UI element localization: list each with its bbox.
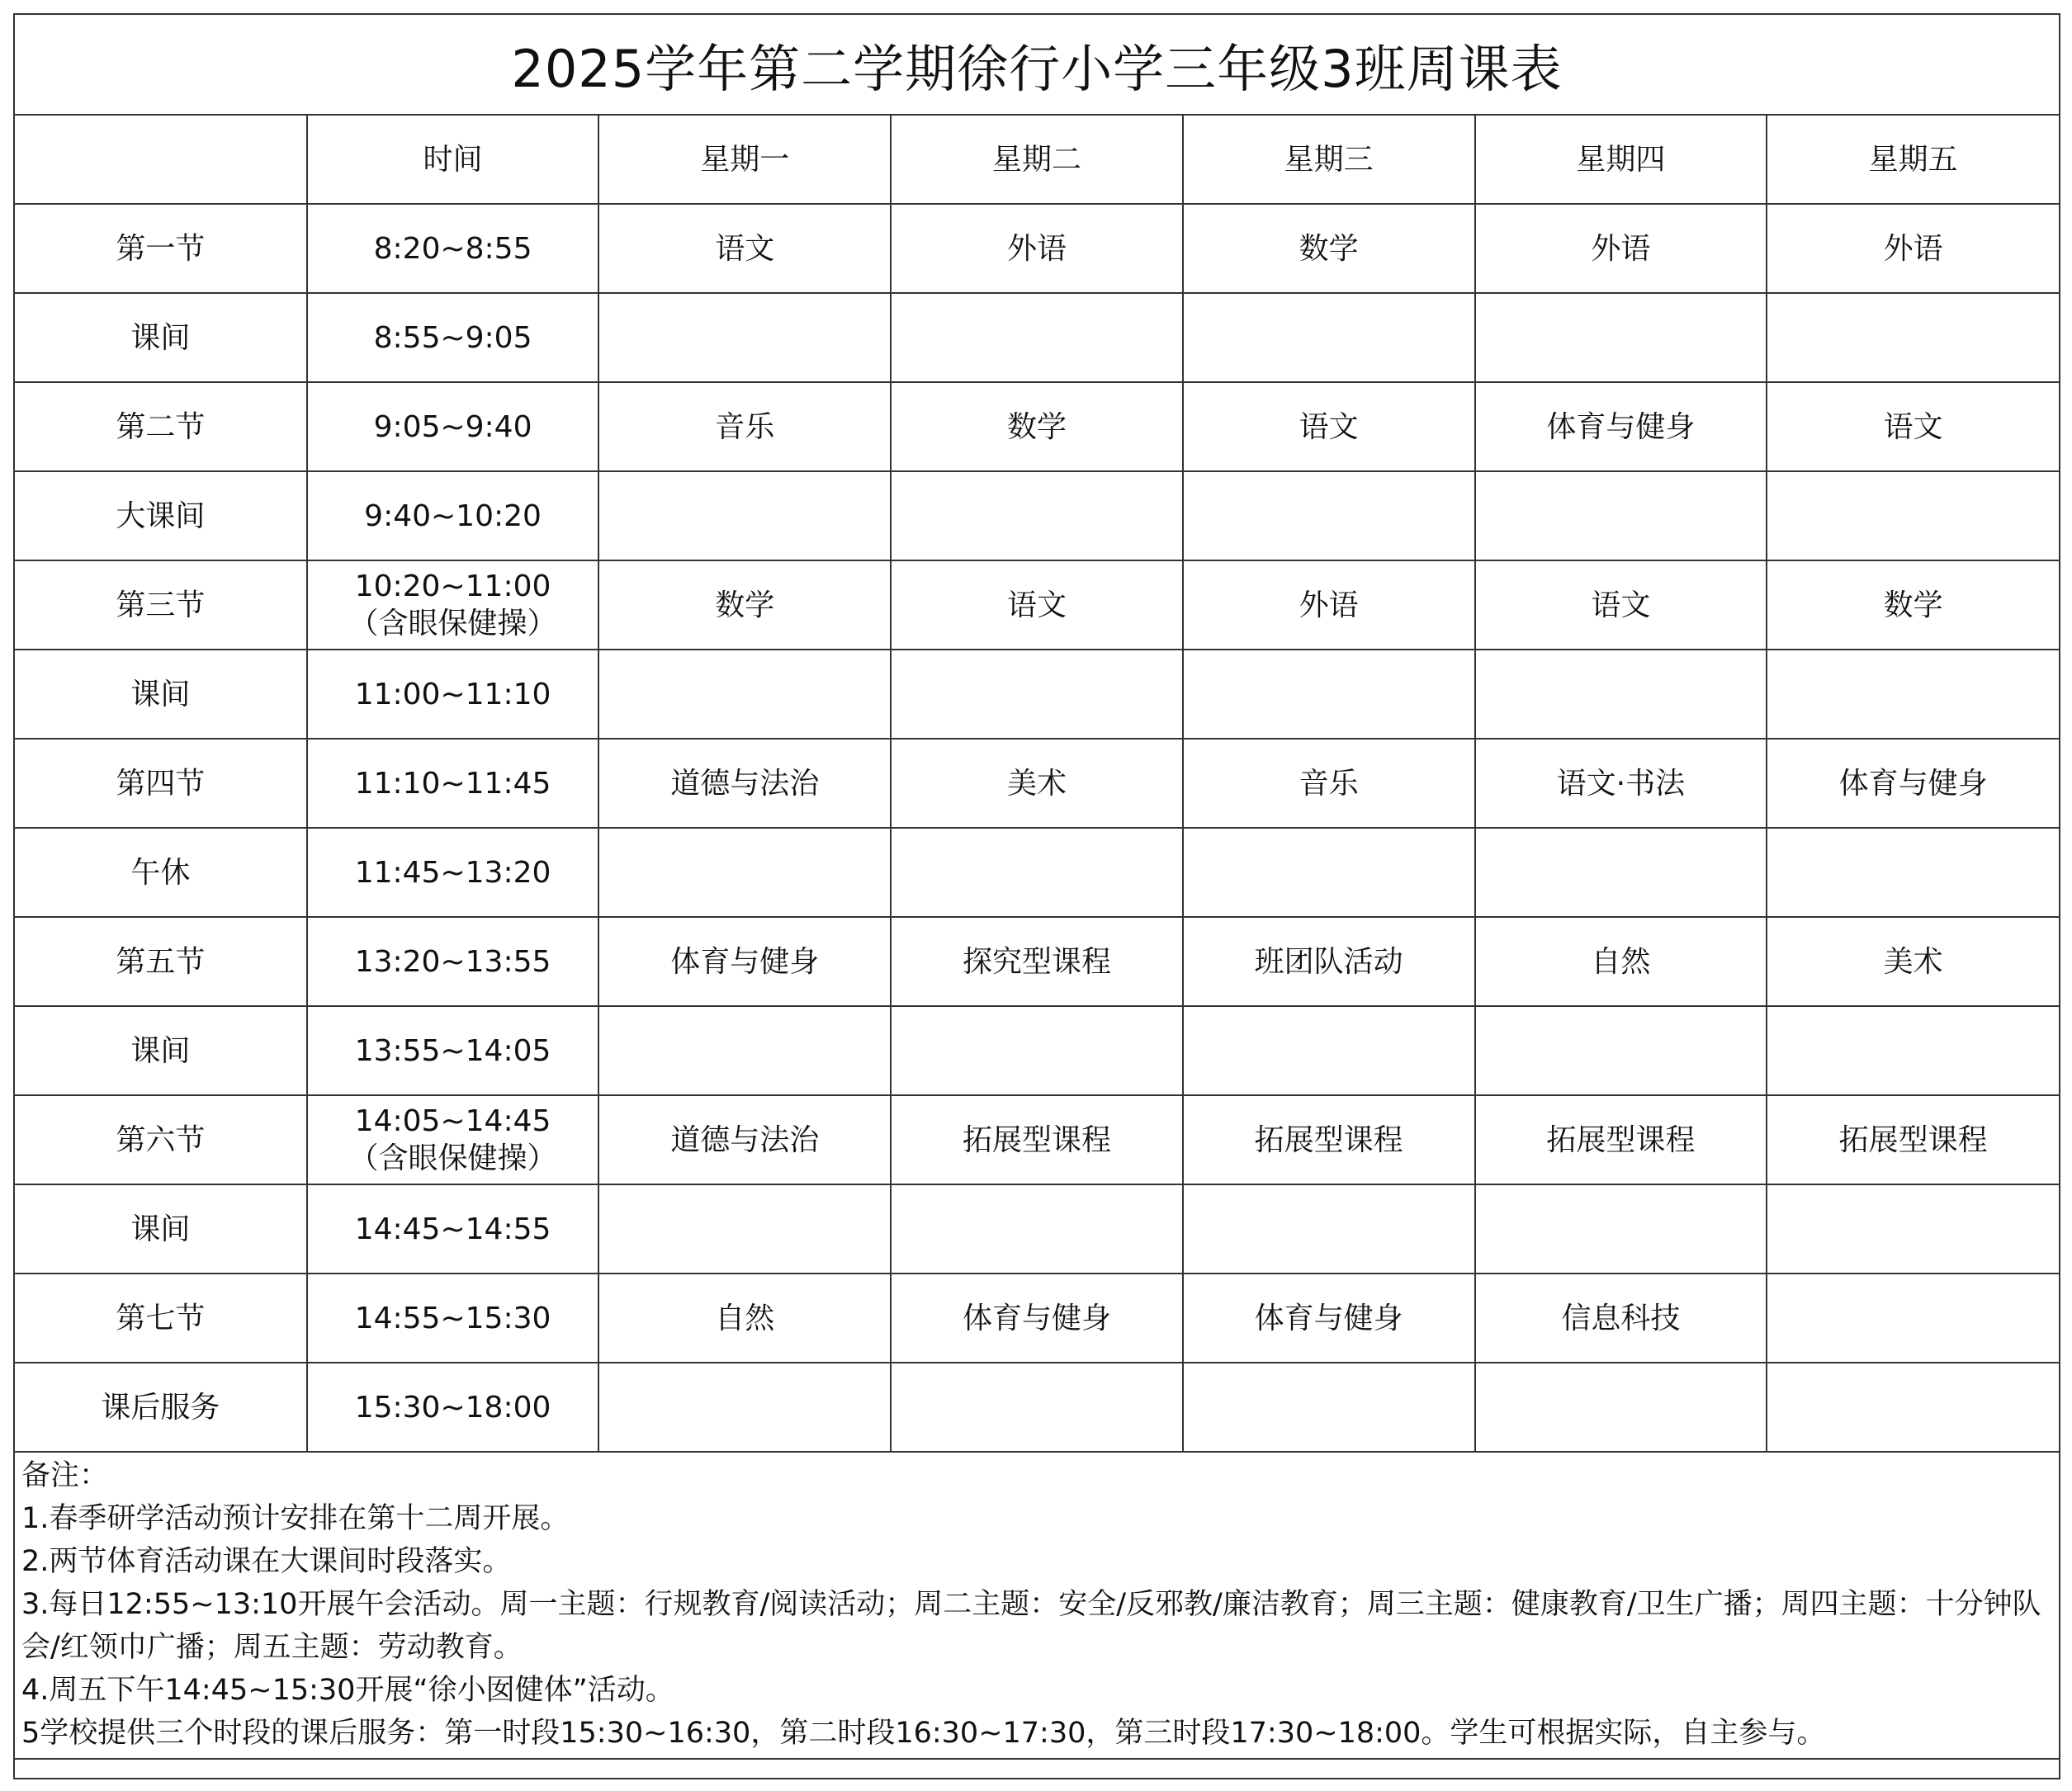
subject-cell: [1767, 1274, 2059, 1363]
period-cell: 课间: [15, 1006, 307, 1095]
subject-cell: [1767, 828, 2059, 917]
subject-cell: 体育与健身: [1767, 739, 2059, 828]
subject-cell: 拓展型课程: [891, 1095, 1183, 1184]
time-cell: [307, 204, 599, 293]
subject-cell: 音乐: [1183, 739, 1475, 828]
period-cell: 课间: [15, 293, 307, 382]
header-cell-friday: 星期五: [1767, 116, 2059, 204]
subject-cell: 自然: [598, 1274, 891, 1363]
subject-cell: 音乐: [598, 382, 891, 471]
subject-cell: [891, 828, 1183, 917]
subject-cell: 外语: [891, 204, 1183, 293]
period-cell: 第六节: [15, 1095, 307, 1184]
table-row: [15, 1184, 2059, 1274]
timetable-body: [15, 116, 2059, 1452]
time-range: 14:55~15:30: [354, 1301, 551, 1335]
period-cell: 第四节: [15, 739, 307, 828]
time-range: 11:10~11:45: [354, 766, 551, 801]
table-row: [15, 828, 2059, 917]
time-range: 14:05~14:45: [354, 1104, 551, 1138]
table-row: [15, 293, 2059, 382]
period-cell: 大课间: [15, 471, 307, 560]
timetable-sheet: [13, 13, 2060, 1779]
subject-cell: 数学: [598, 560, 891, 650]
notes: [15, 1453, 2059, 1758]
time-note: （含眼保健操）: [348, 1141, 557, 1175]
subject-cell: 自然: [1475, 917, 1767, 1006]
time-range: 15:30~18:00: [354, 1390, 551, 1425]
subject-cell: 语文·书法: [1475, 739, 1767, 828]
subject-cell: [1767, 650, 2059, 739]
subject-cell: 外语: [1767, 204, 2059, 293]
header-cell-wednesday: 星期三: [1183, 116, 1475, 204]
subject-cell: [1183, 471, 1475, 560]
time-cell: [307, 1095, 599, 1184]
subject-cell: 道德与法治: [598, 739, 891, 828]
time-cell: [307, 382, 599, 471]
subject-cell: 拓展型课程: [1767, 1095, 2059, 1184]
subject-cell: 体育与健身: [1475, 382, 1767, 471]
notes-row: [15, 1452, 2059, 1759]
subject-cell: [1183, 828, 1475, 917]
time-cell: [307, 739, 599, 828]
time-cell: [307, 560, 599, 650]
subject-cell: [1183, 1006, 1475, 1095]
time-range: 10:20~11:00: [354, 569, 551, 603]
subject-cell: 外语: [1475, 204, 1767, 293]
subject-cell: [1767, 293, 2059, 382]
subject-cell: [1475, 293, 1767, 382]
time-range: 13:55~14:05: [354, 1033, 551, 1068]
subject-cell: 拓展型课程: [1475, 1095, 1767, 1184]
period-cell: 第七节: [15, 1274, 307, 1363]
notes-heading: 备注：: [21, 1459, 109, 1492]
subject-cell: 数学: [1183, 204, 1475, 293]
time-cell: [307, 1184, 599, 1274]
time-range: 14:45~14:55: [354, 1212, 551, 1246]
subject-cell: [1767, 471, 2059, 560]
subject-cell: 语文: [1767, 382, 2059, 471]
subject-cell: 语文: [598, 204, 891, 293]
note-item: 1.春季研学活动预计安排在第十二周开展。: [21, 1502, 570, 1535]
table-row: [15, 739, 2059, 828]
table-row: [15, 204, 2059, 293]
note-item: 4.周五下午14:45~15:30开展“徐小囡健体”活动。: [21, 1674, 674, 1707]
subject-cell: 数学: [1767, 560, 2059, 650]
header-cell-time: 时间: [307, 116, 599, 204]
subject-cell: [1183, 293, 1475, 382]
subject-cell: [1475, 1006, 1767, 1095]
subject-cell: [891, 650, 1183, 739]
time-cell: [307, 917, 599, 1006]
table-row: [15, 650, 2059, 739]
subject-cell: 语文: [1183, 382, 1475, 471]
subject-cell: [1183, 650, 1475, 739]
table-row: [15, 917, 2059, 1006]
subject-cell: 数学: [891, 382, 1183, 471]
time-note: （含眼保健操）: [348, 607, 557, 640]
time-range: 11:45~13:20: [354, 855, 551, 890]
subject-cell: [1183, 1184, 1475, 1274]
period-cell: 第一节: [15, 204, 307, 293]
period-cell: 第二节: [15, 382, 307, 471]
table-row: [15, 471, 2059, 560]
subject-cell: [598, 1006, 891, 1095]
period-cell: 第五节: [15, 917, 307, 1006]
subject-cell: 美术: [1767, 917, 2059, 1006]
note-item: 5学校提供三个时段的课后服务：第一时段15:30~16:30，第二时段16:30~17:30，第三时段17:30~18:00。学生可根据实际，自主参与。: [21, 1717, 1826, 1750]
period-cell: 午休: [15, 828, 307, 917]
time-cell: [307, 471, 599, 560]
subject-cell: [1475, 1363, 1767, 1452]
table-row: [15, 1363, 2059, 1452]
subject-cell: 体育与健身: [1183, 1274, 1475, 1363]
table-row: [15, 560, 2059, 650]
period-cell: 第三节: [15, 560, 307, 650]
time-range: 9:40~10:20: [364, 499, 542, 533]
header-cell-tuesday: 星期二: [891, 116, 1183, 204]
subject-cell: [1767, 1363, 2059, 1452]
subject-cell: [598, 1184, 891, 1274]
header-cell-blank: [15, 116, 307, 204]
time-cell: [307, 1363, 599, 1452]
header-cell-monday: 星期一: [598, 116, 891, 204]
table-row: [15, 1095, 2059, 1184]
subject-cell: 美术: [891, 739, 1183, 828]
subject-cell: [1475, 828, 1767, 917]
subject-cell: 体育与健身: [598, 917, 891, 1006]
time-range: 9:05~9:40: [373, 409, 532, 444]
table-row: [15, 382, 2059, 471]
header-row: [15, 116, 2059, 204]
header-cell-thursday: 星期四: [1475, 116, 1767, 204]
page-title: 2025学年第二学期徐行小学三年级3班周课表: [15, 15, 2059, 116]
subject-cell: [891, 1363, 1183, 1452]
subject-cell: [891, 1184, 1183, 1274]
time-range: 8:20~8:55: [373, 231, 532, 266]
timetable: [15, 116, 2059, 1760]
subject-cell: [891, 471, 1183, 560]
subject-cell: [598, 1363, 891, 1452]
subject-cell: 道德与法治: [598, 1095, 891, 1184]
subject-cell: 体育与健身: [891, 1274, 1183, 1363]
subject-cell: [598, 828, 891, 917]
subject-cell: 信息科技: [1475, 1274, 1767, 1363]
subject-cell: [1475, 471, 1767, 560]
notes-cell: [15, 1452, 2059, 1759]
subject-cell: [598, 293, 891, 382]
note-item: 3.每日12:55~13:10开展午会活动。周一主题：行规教育/阅读活动；周二主题：安全/反邪教/廉洁教育；周三主题：健康教育/卫生广播；周四主题：十分钟队会/红领巾广播；周五主题：劳动教育。: [21, 1588, 2041, 1664]
subject-cell: [1183, 1363, 1475, 1452]
subject-cell: 语文: [1475, 560, 1767, 650]
time-range: 13:20~13:55: [354, 944, 551, 979]
subject-cell: 语文: [891, 560, 1183, 650]
subject-cell: 班团队活动: [1183, 917, 1475, 1006]
subject-cell: [598, 650, 891, 739]
subject-cell: [1767, 1006, 2059, 1095]
subject-cell: [1475, 1184, 1767, 1274]
table-row: [15, 1006, 2059, 1095]
note-item: 2.两节体育活动课在大课间时段落实。: [21, 1545, 512, 1578]
subject-cell: 外语: [1183, 560, 1475, 650]
time-cell: [307, 1274, 599, 1363]
period-cell: 课间: [15, 650, 307, 739]
time-cell: [307, 293, 599, 382]
subject-cell: [1475, 650, 1767, 739]
period-cell: 课间: [15, 1184, 307, 1274]
subject-cell: 探究型课程: [891, 917, 1183, 1006]
period-cell: 课后服务: [15, 1363, 307, 1452]
subject-cell: [891, 1006, 1183, 1095]
time-range: 8:55~9:05: [373, 320, 532, 355]
time-cell: [307, 828, 599, 917]
subject-cell: [598, 471, 891, 560]
subject-cell: 拓展型课程: [1183, 1095, 1475, 1184]
time-cell: [307, 1006, 599, 1095]
table-row: [15, 1274, 2059, 1363]
time-range: 11:00~11:10: [354, 677, 551, 711]
time-cell: [307, 650, 599, 739]
subject-cell: [891, 293, 1183, 382]
subject-cell: [1767, 1184, 2059, 1274]
